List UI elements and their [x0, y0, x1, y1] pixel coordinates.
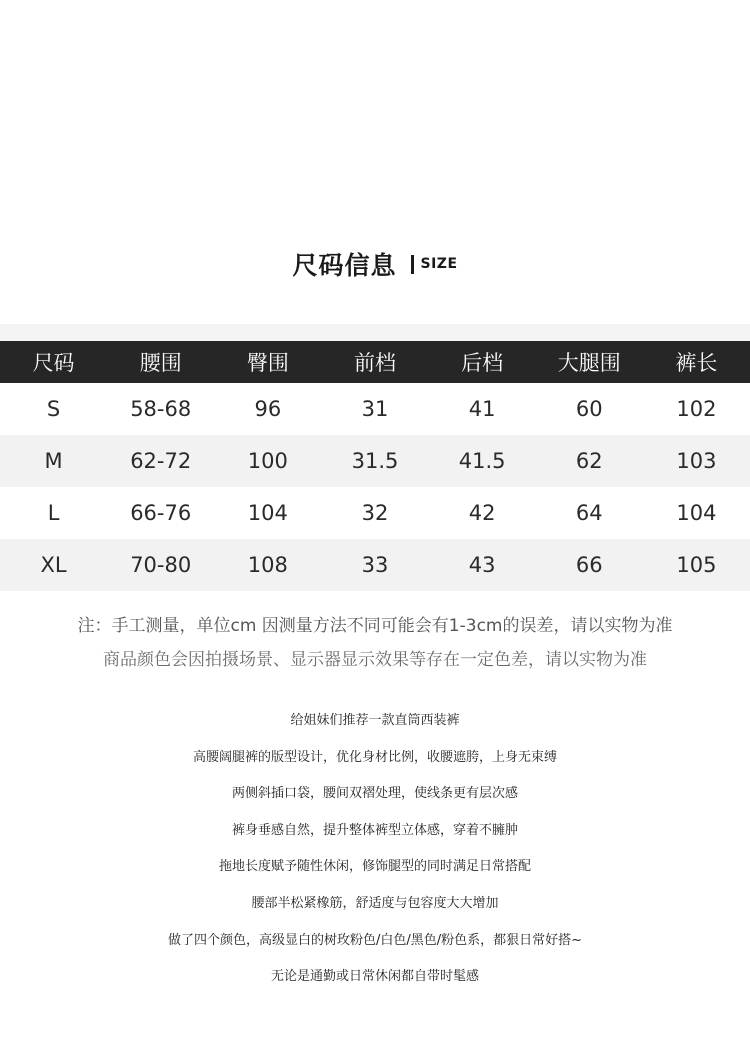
- page-subtitle: SIZE: [420, 256, 458, 272]
- table-cell: 102: [676, 397, 717, 421]
- measurement-note: 注：手工测量，单位cm 因测量方法不同可能会有1-3cm的误差，请以实物为准: [77, 616, 673, 636]
- table-row: [0, 487, 750, 539]
- column-header-front-rise: 前档: [321, 341, 428, 383]
- table-cell: 60: [575, 397, 603, 421]
- table-cell: 41: [468, 397, 496, 421]
- table-top-band: [0, 324, 750, 342]
- product-description: [0, 709, 750, 1002]
- table-cell: 32: [361, 501, 389, 525]
- column-header-thigh: 大腿围: [536, 341, 643, 383]
- table-cell: 62-72: [107, 435, 214, 487]
- table-cell: 31.5: [321, 435, 428, 487]
- table-cell: 42: [468, 501, 496, 525]
- table-cell: 66-76: [130, 501, 192, 525]
- description-line: 无论是通勤或日常休闲都自带时髦感: [270, 969, 479, 985]
- table-cell: 104: [676, 501, 717, 525]
- column-header-length: 裤长: [643, 341, 750, 383]
- table-cell: 62: [536, 435, 643, 487]
- table-cell: 104: [247, 501, 288, 525]
- page-title: 尺码信息: [292, 251, 397, 280]
- description-line: 高腰阔腿裤的版型设计，优化身材比例，收腰遮胯，上身无束缚: [192, 749, 557, 765]
- size-table: [0, 341, 750, 591]
- table-cell: 58-68: [130, 397, 192, 421]
- table-cell: 108: [214, 539, 321, 591]
- table-cell: 105: [643, 539, 750, 591]
- section-title: [0, 246, 750, 282]
- table-cell: XL: [0, 539, 107, 591]
- table-row: [0, 435, 750, 487]
- table-row: [0, 539, 750, 591]
- description-line: 两侧斜插口袋，腰间双褶处理，使线条更有层次感: [231, 786, 518, 802]
- table-cell: M: [0, 435, 107, 487]
- table-cell: 64: [575, 501, 603, 525]
- description-line: 拖地长度赋予随性休闲，修饰腿型的同时满足日常搭配: [218, 859, 531, 875]
- table-cell: 41.5: [429, 435, 536, 487]
- description-line: 做了四个颜色，高级显白的树玫粉色/白色/黑色/粉色系，都狠日常好搭~: [167, 932, 583, 948]
- table-cell: L: [47, 501, 60, 525]
- table-cell: 100: [214, 435, 321, 487]
- description-line: 腰部半松紧橡筋，舒适度与包容度大大增加: [251, 895, 499, 911]
- table-cell: 31: [361, 397, 389, 421]
- table-header-row: [0, 341, 750, 383]
- table-cell: 70-80: [107, 539, 214, 591]
- table-cell: 103: [643, 435, 750, 487]
- table-cell: 96: [254, 397, 282, 421]
- column-header-hip: 臀围: [214, 341, 321, 383]
- table-cell: 66: [536, 539, 643, 591]
- column-header-back-rise: 后档: [429, 341, 536, 383]
- table-row: [0, 383, 750, 435]
- column-header-size: 尺码: [0, 341, 107, 383]
- title-divider: [411, 255, 414, 274]
- color-note: 商品颜色会因拍摄场景、显示器显示效果等存在一定色差，请以实物为准: [103, 650, 647, 670]
- description-line: 给姐妹们推荐一款直筒西装裤: [290, 713, 460, 728]
- table-cell: S: [46, 397, 61, 421]
- description-line: 裤身垂感自然，提升整体裤型立体感，穿着不臃肿: [231, 822, 518, 838]
- table-cell: 43: [429, 539, 536, 591]
- table-cell: 33: [321, 539, 428, 591]
- column-header-waist: 腰围: [107, 341, 214, 383]
